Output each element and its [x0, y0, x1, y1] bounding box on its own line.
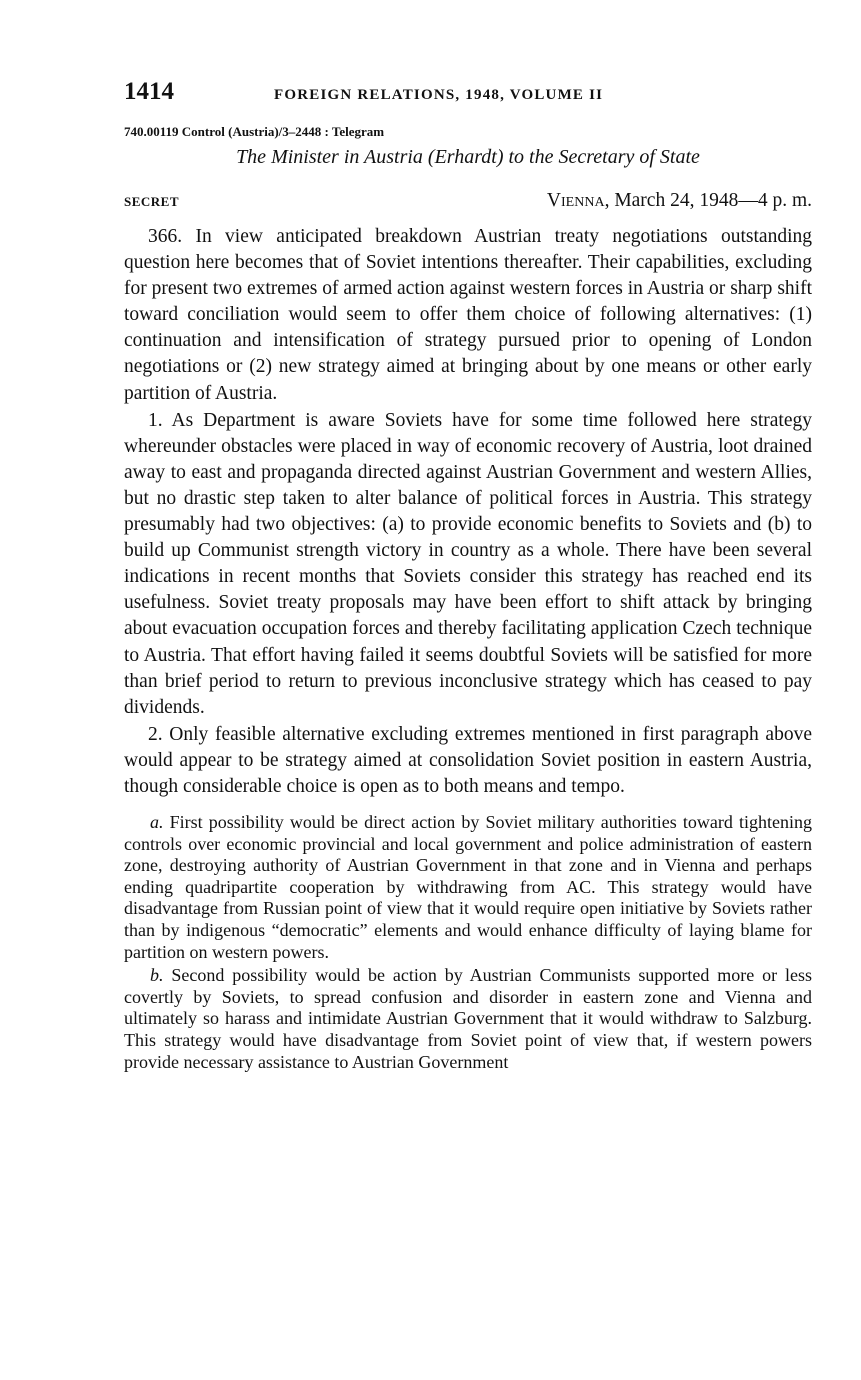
- document-page: [124, 78, 812, 1073]
- date-time: , March 24, 1948—4 p. m.: [604, 190, 812, 211]
- subparagraph-b: [124, 965, 812, 1073]
- running-head: FOREIGN RELATIONS, 1948, VOLUME II: [274, 87, 604, 103]
- subparagraph-text: First possibility would be direct action by Soviet military authorities toward tightening controls over economic provincial and local government and police administration of eastern zone, destroying authority of Austrian Government in that zone and in Vienna and perhaps ending quadripartite cooperation by withdrawing from AC. This strategy would have disadvantage from Russian point of view that it would require open initiative by Soviets rather than by indigenous “democratic” elements and would enhance difficulty of laying blame for partition on western powers.: [124, 812, 812, 962]
- page-header: [124, 78, 812, 118]
- file-reference: 740.00119 Control (Austria)/3–2448 : Telegram: [124, 124, 385, 139]
- document-title: The Minister in Austria (Erhardt) to the Secretary of State: [236, 146, 700, 168]
- subparagraph-letter: b.: [150, 965, 164, 986]
- dateline: [124, 190, 812, 224]
- subparagraph-block: [124, 812, 812, 1073]
- subparagraph-text: Second possibility would be action by Austrian Communists supported more or less covertly by Soviets, to spread confusion and disorder in eastern zone and Vienna and ultimately so harass and intimidate Austrian Government that it would withdraw to Salzburg. This strategy would have disadvantage from Soviet point of view that, if western powers provide necessary assistance to Austrian Government: [124, 965, 812, 1072]
- paragraph-1: 1. As Department is aware Soviets have for some time followed here strategy whereunder obstacles were placed in way of economic recovery of Austria, loot drained away to east and propaganda directed against Austrian Government and western Allies, but no drastic step taken to alter balance of political forces in Austria. This strategy presumably had two objectives: (a) to provide economic benefits to Soviets and (b) to build up Communist strength victory in country as a whole. There have been several indications in recent months that Soviets consider this strategy has reached end its usefulness. Soviet treaty proposals may have been effort to shift attack by bringing about evacuation occupation forces and thereby facilitating application Czech technique to Austria. That effort having failed it seems doubtful Soviets will be satisfied for more than brief period to return to previous inconclusive strategy which has ceased to pay dividends.: [124, 409, 812, 718]
- telegram-body: [124, 224, 812, 1073]
- page-number: 1414: [124, 78, 174, 105]
- paragraph-2: 2. Only feasible alternative excluding extremes mentioned in first paragraph above would appear to be strategy aimed at consolidation Soviet position in eastern Austria, though considerable choice is open as to both means and tempo.: [124, 723, 812, 797]
- paragraph-intro: 366. In view anticipated breakdown Austrian treaty negotiations outstanding question here becomes that of Soviet intentions thereafter. Their capabilities, excluding for present two extremes of armed action against western forces in Austria or sharp shift toward conciliation would seem to offer them choice of following alternatives: (1) continuation and intensification of strategy pursued prior to opening of London negotiations or (2) new strategy aimed at bringing about by one means or other early partition of Austria.: [124, 226, 812, 404]
- place-name: Vienna: [546, 190, 605, 211]
- classification-label: SECRET: [124, 194, 180, 209]
- subparagraph-a: [124, 812, 812, 963]
- subparagraph-letter: a.: [150, 812, 164, 833]
- place-date: [547, 190, 812, 212]
